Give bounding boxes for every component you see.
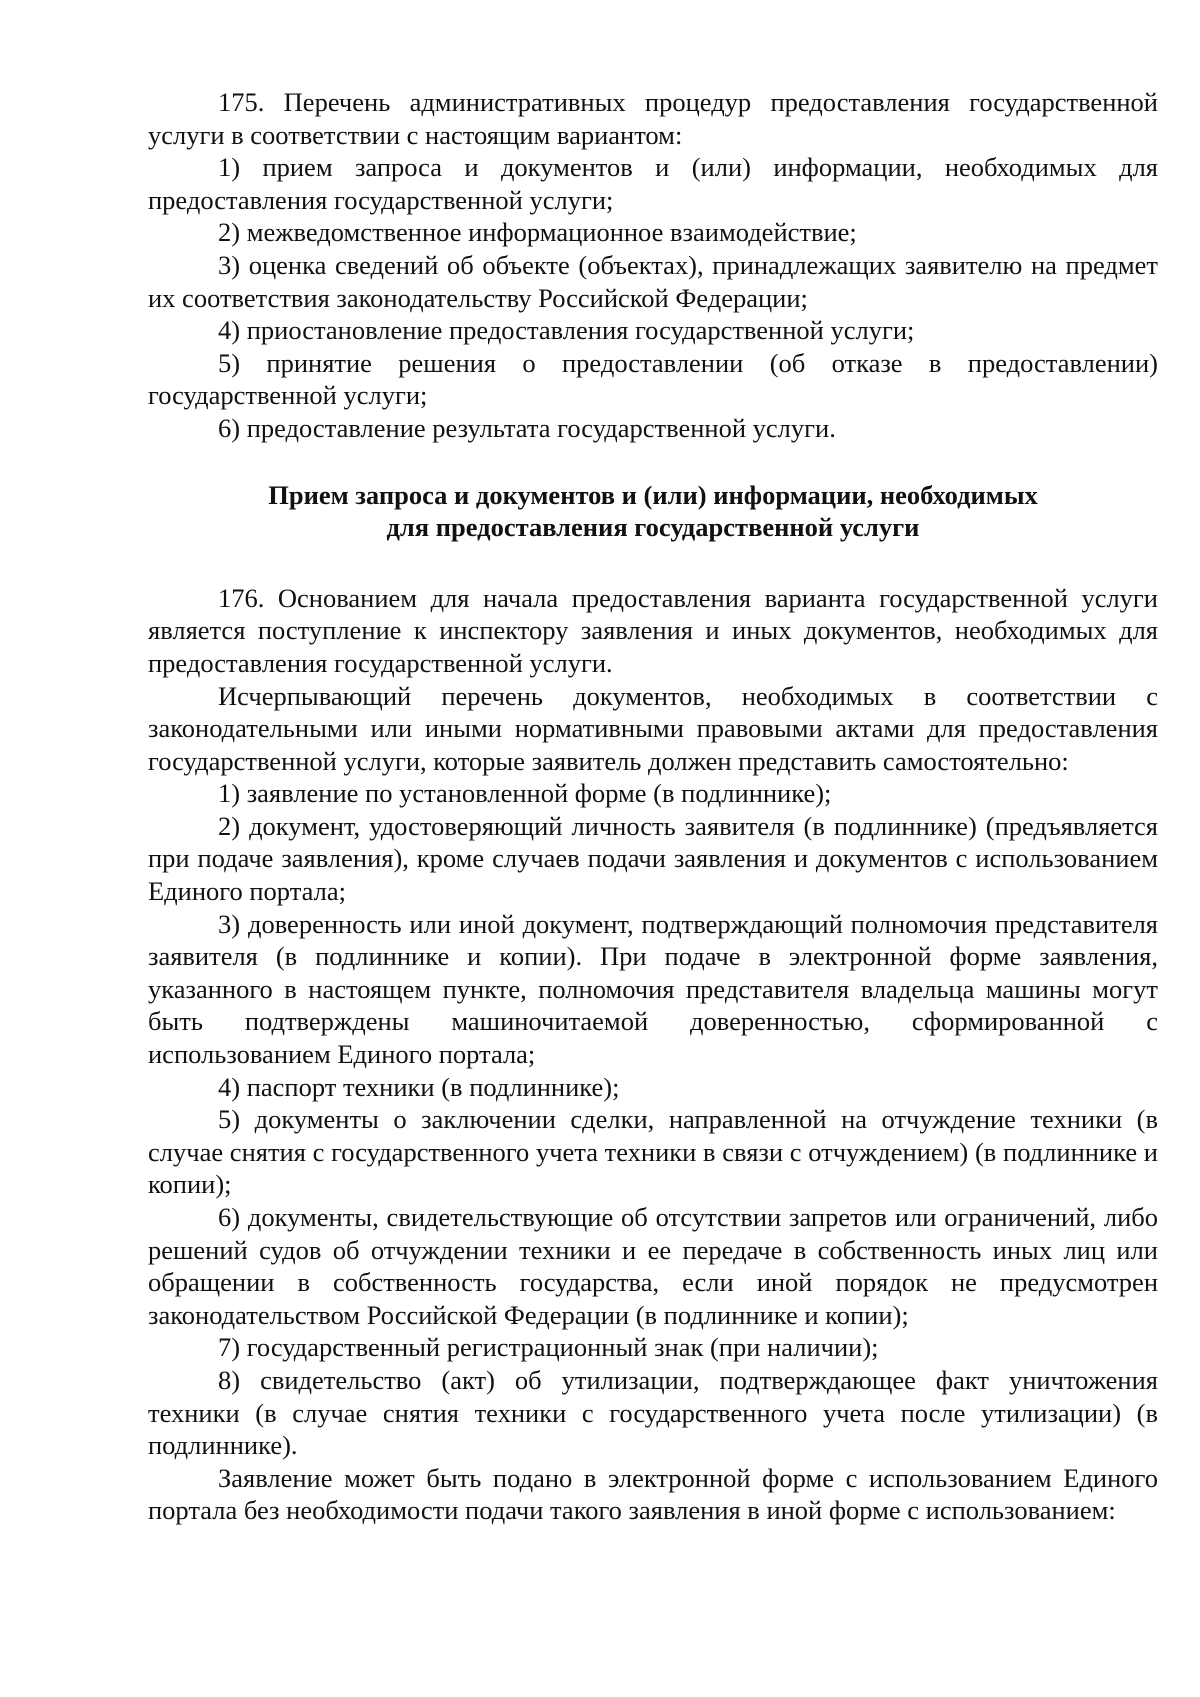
paragraph-176: 176. Основанием для начала предоставления варианта государственной услуги является поступление к инспектору заявления и иных документов, необходимых для предоставления государственной услуги. — [148, 582, 1158, 678]
procedure-item-5: 5) принятие решения о предоставлении (об отказе в предоставлении) государственной услуги; — [148, 347, 1158, 411]
procedure-item-2: 2) межведомственное информационное взаимодействие; — [218, 217, 857, 248]
document-item-1: 1) заявление по установленной форме (в подлиннике); — [218, 778, 832, 809]
procedure-item-4: 4) приостановление предоставления государственной услуги; — [218, 315, 915, 346]
document-item-7: 7) государственный регистрационный знак (при наличии); — [218, 1332, 879, 1363]
section-heading — [148, 479, 1158, 544]
document-item-4: 4) паспорт техники (в подлиннике); — [218, 1071, 620, 1102]
procedure-item-3: 3) оценка сведений об объекте (объектах), принадлежащих заявителю на предмет их соответствия законодательству Российской Федерации; — [148, 249, 1158, 313]
paragraph-175: 175. Перечень административных процедур предоставления государственной услуги в соответствии с настоящим вариантом: — [148, 87, 1158, 150]
documents-list-intro: Исчерпывающий перечень документов, необходимых в соответствии с законодательными или иными нормативными правовыми актами для предоставления государственной услуги, которые заявитель должен представить самостоятельно: — [148, 680, 1158, 776]
document-item-3: 3) доверенность или иной документ, подтверждающий полномочия представителя заявителя (в подлиннике и копии). При подаче в электронной форме заявления, указанного в настоящем пункте, полномочия представителя владельца машины могут быть подтверждены машиночитаемой доверенностью, сформированной с использованием Единого портала; — [148, 908, 1158, 1070]
procedure-item-1: 1) прием запроса и документов и (или) информации, необходимых для предоставления государственной услуги; — [148, 152, 1158, 215]
document-body — [148, 86, 1158, 1527]
document-item-8: 8) свидетельство (акт) об утилизации, подтверждающее факт уничтожения техники (в случае снятия техники с государственного учета после утилизации) (в подлиннике). — [148, 1364, 1158, 1461]
procedure-item-6: 6) предоставление результата государственной услуги. — [218, 412, 836, 443]
section-heading-line-2: для предоставления государственной услуги — [386, 512, 920, 543]
document-item-6: 6) документы, свидетельствующие об отсутствии запретов или ограничений, либо решений судов об отчуждении техники и ее передаче в собственность иных лиц или обращении в собственность государства, если иной порядок не предусмотрен законодательством Российской Федерации (в подлиннике и копии); — [148, 1202, 1158, 1330]
document-item-2: 2) документ, удостоверяющий личность заявителя (в подлиннике) (предъявляется при подаче заявления), кроме случаев подачи заявления и документов с использованием Единого портала; — [148, 810, 1158, 907]
document-item-5: 5) документы о заключении сделки, направленной на отчуждение техники (в случае снятия с государственного учета техники в связи с отчуждением) (в подлиннике и копии); — [148, 1104, 1158, 1200]
electronic-submission-paragraph: Заявление может быть подано в электронной форме с использованием Единого портала без необходимости подачи такого заявления в иной форме с использованием: — [148, 1462, 1158, 1526]
section-heading-line-1: Прием запроса и документов и (или) информации, необходимых — [268, 479, 1038, 510]
